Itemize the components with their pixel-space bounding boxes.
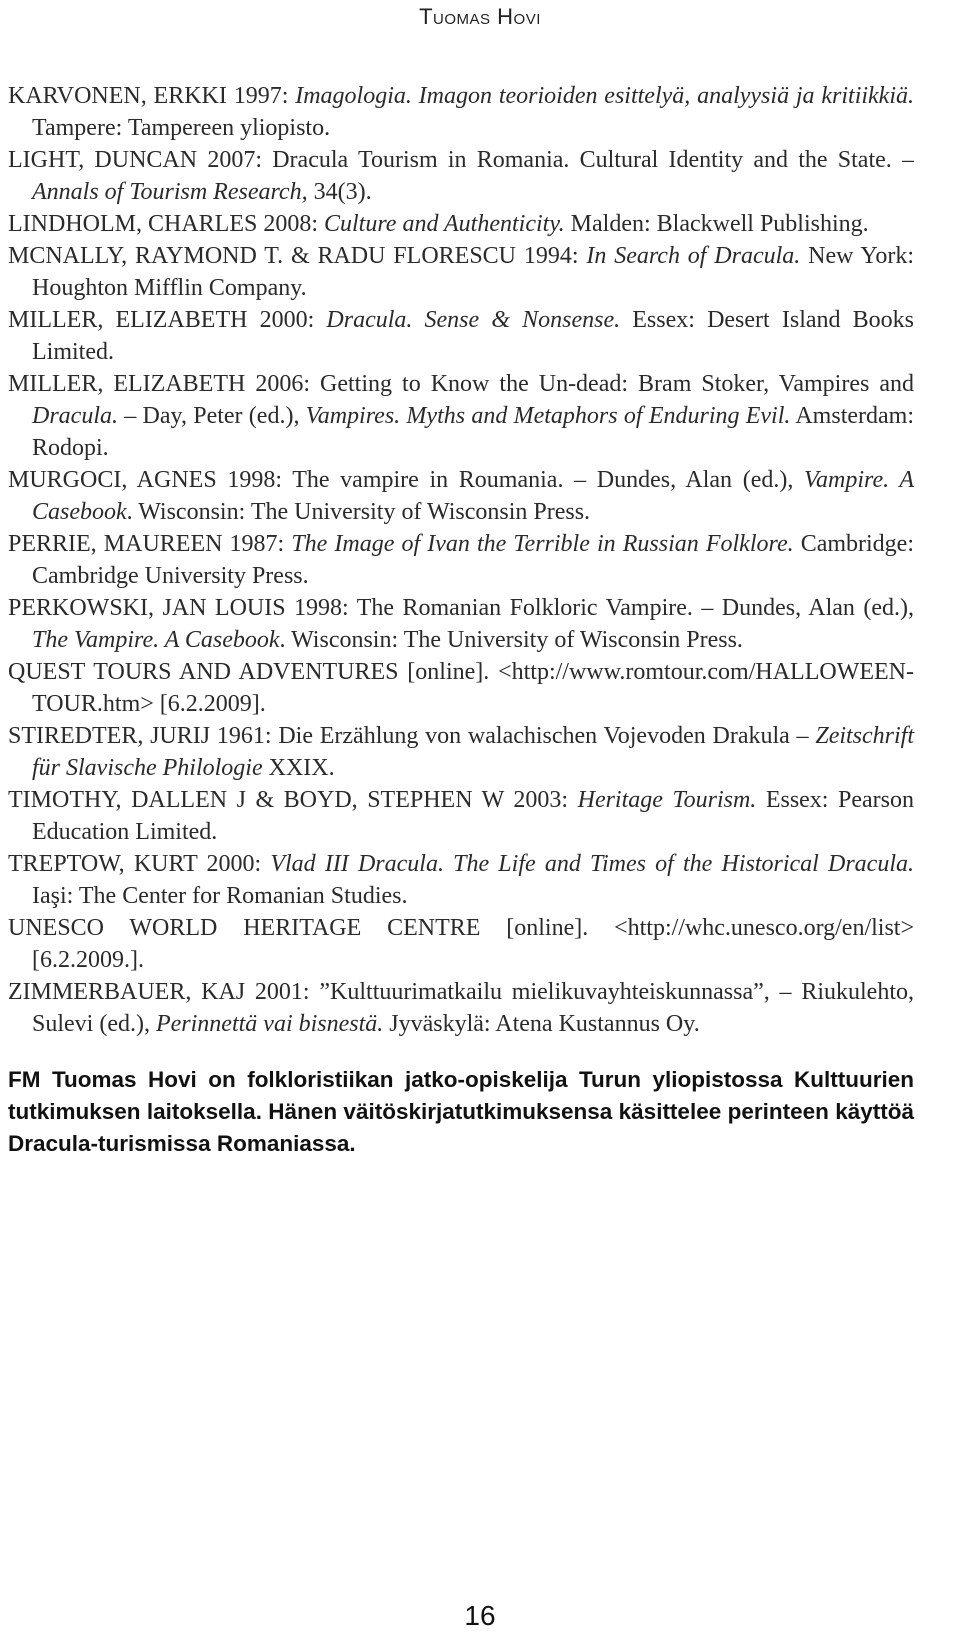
reference-article: Die Erzählung von walachischen Vojevoden Drakula – — [278, 723, 816, 749]
reference-entry — [8, 144, 914, 208]
reference-publisher: Malden: Blackwell Publishing. — [564, 211, 869, 237]
reference-author: ZIMMERBAUER, KAJ 2001: — [8, 979, 320, 1005]
reference-author: TIMOTHY, DALLEN J & BOYD, STEPHEN W 2003: — [8, 787, 578, 813]
reference-publisher: 34(3). — [307, 179, 372, 205]
reference-entry — [8, 976, 914, 1040]
reference-author: LINDHOLM, CHARLES 2008: — [8, 211, 324, 237]
reference-title-inline: Dracula. — [32, 403, 118, 429]
reference-title: Perinnettä vai bisnestä. — [155, 1011, 384, 1037]
reference-author: PERRIE, MAUREEN 1987: — [8, 531, 292, 557]
reference-article: The vampire in Roumania. – Dundes, Alan (ed.), — [292, 467, 804, 493]
reference-author: MCNALLY, RAYMOND T. & RADU FLORESCU 1994: — [8, 243, 587, 269]
reference-author: UNESCO WORLD HERITAGE CENTRE — [8, 915, 507, 941]
reference-publisher: New York: Houghton Mifflin Company. — [32, 243, 914, 301]
running-head: Tuomas Hovi — [419, 4, 541, 29]
reference-entry — [8, 784, 914, 848]
reference-publisher: . Wisconsin: The University of Wisconsin Press. — [126, 499, 591, 525]
page-number: 16 — [464, 1600, 496, 1631]
reference-publisher: Amsterdam: Rodopi. — [32, 403, 914, 461]
author-bio: FM Tuomas Hovi on folkloristiikan jatko-opiskelija Turun yliopistossa Kulttuurien tutkimuksen laitoksella. Hänen väitöskirjatutkimuksensa käsittelee perinteen käyttöä Dracula-turismissa Romaniassa. — [8, 1067, 914, 1156]
reference-title: The Vampire. A Casebook — [32, 627, 280, 653]
reference-entry — [8, 528, 914, 592]
reference-article: ”Kulttuurimatkailu mielikuvayhteiskunnassa”, – Riukulehto, Sulevi (ed.), — [32, 979, 914, 1037]
reference-article: Dracula Tourism in Romania. Cultural Identity and the State. – — [272, 147, 915, 173]
reference-publisher: Essex: Desert Island Books Limited. — [32, 307, 915, 365]
reference-author: KARVONEN, ERKKI 1997: — [8, 83, 296, 109]
reference-title: Zeitschrift für Slavische Philologie — [32, 723, 915, 781]
reference-entry — [8, 240, 914, 304]
reference-title: Annals of Tourism Research, — [32, 179, 308, 205]
reference-entry — [8, 368, 914, 464]
reference-author: QUEST TOURS AND ADVENTURES — [8, 659, 408, 685]
reference-entry — [8, 304, 914, 368]
reference-title: Heritage Tourism. — [577, 787, 757, 813]
reference-title: Culture and Authenticity. — [324, 211, 565, 237]
reference-title: Dracula. Sense & Nonsense. — [326, 307, 621, 333]
reference-publisher: . Wisconsin: The University of Wisconsin Press. — [279, 627, 743, 653]
reference-article: Getting to Know the Un-dead: Bram Stoker, Vampires and — [320, 371, 914, 397]
reference-entry — [8, 464, 914, 528]
reference-article: The Romanian Folkloric Vampire. – Dundes, Alan (ed.), — [356, 595, 914, 621]
reference-publisher: Essex: Pearson Education Limited. — [32, 787, 914, 845]
reference-entry — [8, 912, 914, 976]
reference-title: Vlad III Dracula. The Life and Times of the Historical Dracula. — [270, 851, 914, 877]
reference-publisher: Cambridge: Cambridge University Press. — [32, 531, 914, 589]
reference-entry — [8, 720, 914, 784]
reference-publisher: Iaşi: The Center for Romanian Studies. — [32, 883, 408, 909]
reference-editor: – Day, Peter (ed.), — [118, 403, 306, 429]
reference-entry — [8, 80, 914, 144]
reference-author: MILLER, ELIZABETH 2006: — [8, 371, 321, 397]
reference-title: Vampires. Myths and Metaphors of Enduring Evil. — [305, 403, 791, 429]
reference-author: MURGOCI, AGNES 1998: — [8, 467, 293, 493]
reference-title: In Search of Dracula. — [586, 243, 801, 269]
reference-author: MILLER, ELIZABETH 2000: — [8, 307, 327, 333]
bibliography-list — [8, 80, 914, 1040]
reference-title: Vampire. A Casebook — [32, 467, 914, 525]
reference-author: TREPTOW, KURT 2000: — [8, 851, 271, 877]
reference-entry — [8, 208, 914, 240]
reference-publisher: Jyväskylä: Atena Kustannus Oy. — [383, 1011, 700, 1037]
reference-url: [online]. <http://www.romtour.com/HALLOWEEN-TOUR.htm> [6.2.2009]. — [32, 659, 914, 717]
reference-author: STIREDTER, JURIJ 1961: — [8, 723, 279, 749]
reference-entry — [8, 656, 914, 720]
reference-author: PERKOWSKI, JAN LOUIS 1998: — [8, 595, 357, 621]
reference-entry — [8, 592, 914, 656]
reference-title: The Image of Ivan the Terrible in Russian Folklore. — [291, 531, 794, 557]
reference-url: [online]. <http://whc.unesco.org/en/list> [6.2.2009.]. — [32, 915, 914, 973]
reference-entry — [8, 848, 914, 912]
reference-publisher: XXIX. — [262, 755, 335, 781]
reference-author: LIGHT, DUNCAN 2007: — [8, 147, 273, 173]
reference-title: Imagologia. Imagon teorioiden esittelyä, analyysiä ja kritiikkiä. — [295, 83, 915, 109]
reference-publisher: Tampere: Tampereen yliopisto. — [32, 115, 331, 141]
